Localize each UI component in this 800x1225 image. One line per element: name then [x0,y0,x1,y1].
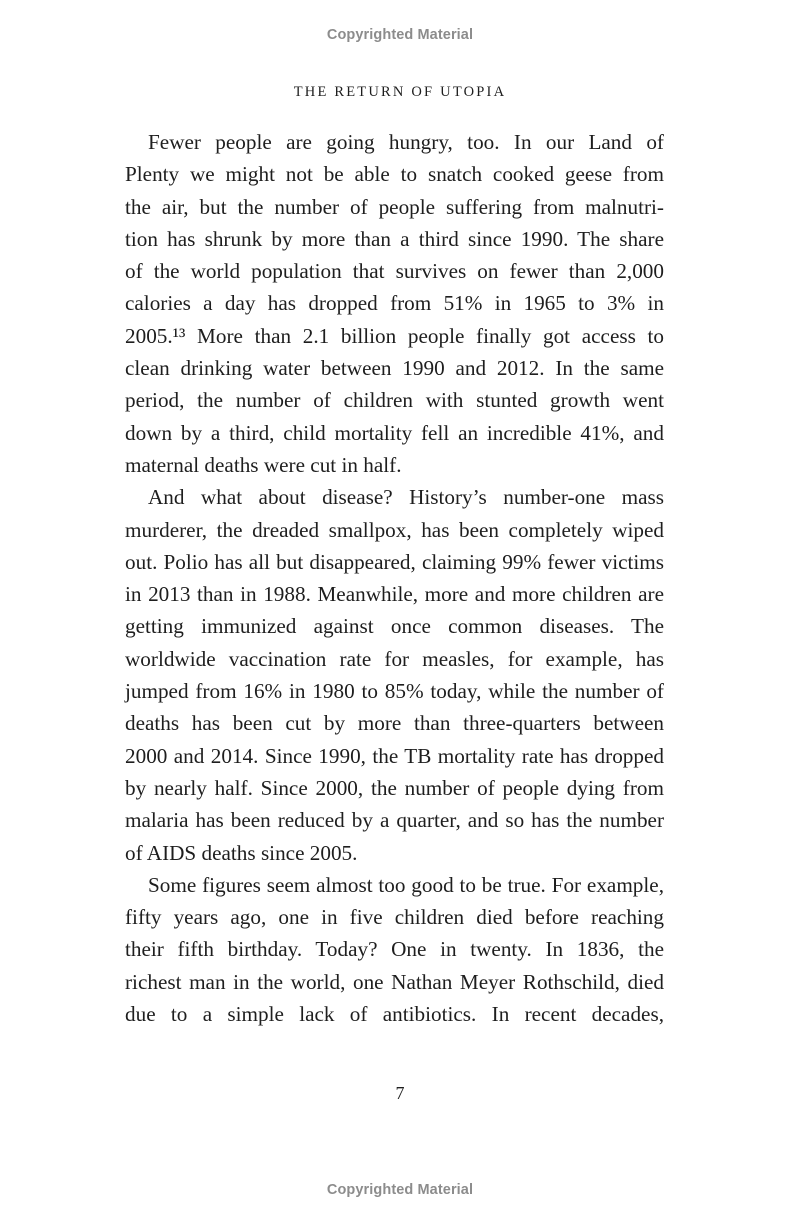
copyright-watermark-bottom: Copyrighted Material [326,1182,474,1198]
text-line: richest man in the world, one Nathan Meyer Rothschild, died [125,969,664,994]
text-line: Fewer people are going hungry, too. In our Land of [148,130,664,154]
text-line: due to a simple lack of antibiotics. In recent decades, [125,1002,664,1027]
text-line: malaria has been reduced by a quarter, and so has the number [125,808,664,833]
text-line: deaths has been cut by more than three-quarters between [125,711,664,736]
page-number: 7 [395,1083,405,1103]
text-line: murderer, the dreaded smallpox, has been completely wiped [125,517,664,542]
text-line: Some figures seem almost too good to be true. For example, [148,872,664,897]
paragraph-2 [125,481,664,869]
text-line: of the world population that survives on fewer than 2,000 [125,259,664,284]
text-line: 2005.¹³ More than 2.1 billion people finally got access to [125,323,664,348]
text-line: Plenty we might not be able to snatch cooked geese from [125,162,664,187]
paragraph-3 [125,869,664,1030]
text-line: their fifth birthday. Today? One in twenty. In 1836, the [125,937,664,962]
text-line: 2000 and 2014. Since 1990, the TB mortality rate has dropped [125,743,664,768]
text-line: period, the number of children with stunted growth went [125,388,664,413]
text-line: out. Polio has all but disappeared, claiming 99% fewer victims [125,549,664,574]
text-line: getting immunized against once common diseases. The [125,614,664,639]
text-line: by nearly half. Since 2000, the number of people dying from [125,775,664,800]
text-line: clean drinking water between 1990 and 2012. In the same [125,356,664,381]
text-line: maternal deaths were cut in half. [125,452,402,477]
text-line: down by a third, child mortality fell an incredible 41%, and [125,420,664,445]
text-line: calories a day has dropped from 51% in 1965 to 3% in [125,291,664,316]
text-line: tion has shrunk by more than a third since 1990. The share [125,226,664,251]
text-line: in 2013 than in 1988. Meanwhile, more and more children are [125,582,664,607]
text-line: And what about disease? History’s number-one mass [148,485,664,510]
text-line: of AIDS deaths since 2005. [125,840,358,865]
text-line: worldwide vaccination rate for measles, for example, has [125,646,664,671]
text-line: fifty years ago, one in five children died before reaching [125,905,664,930]
paragraph-1 [125,126,664,481]
body-text [125,126,664,1030]
running-head: THE RETURN OF UTOPIA [293,84,507,100]
text-line: jumped from 16% in 1980 to 85% today, while the number of [125,679,664,704]
text-line: the air, but the number of people suffering from malnutri- [125,194,664,219]
copyright-watermark-top: Copyrighted Material [326,27,474,43]
